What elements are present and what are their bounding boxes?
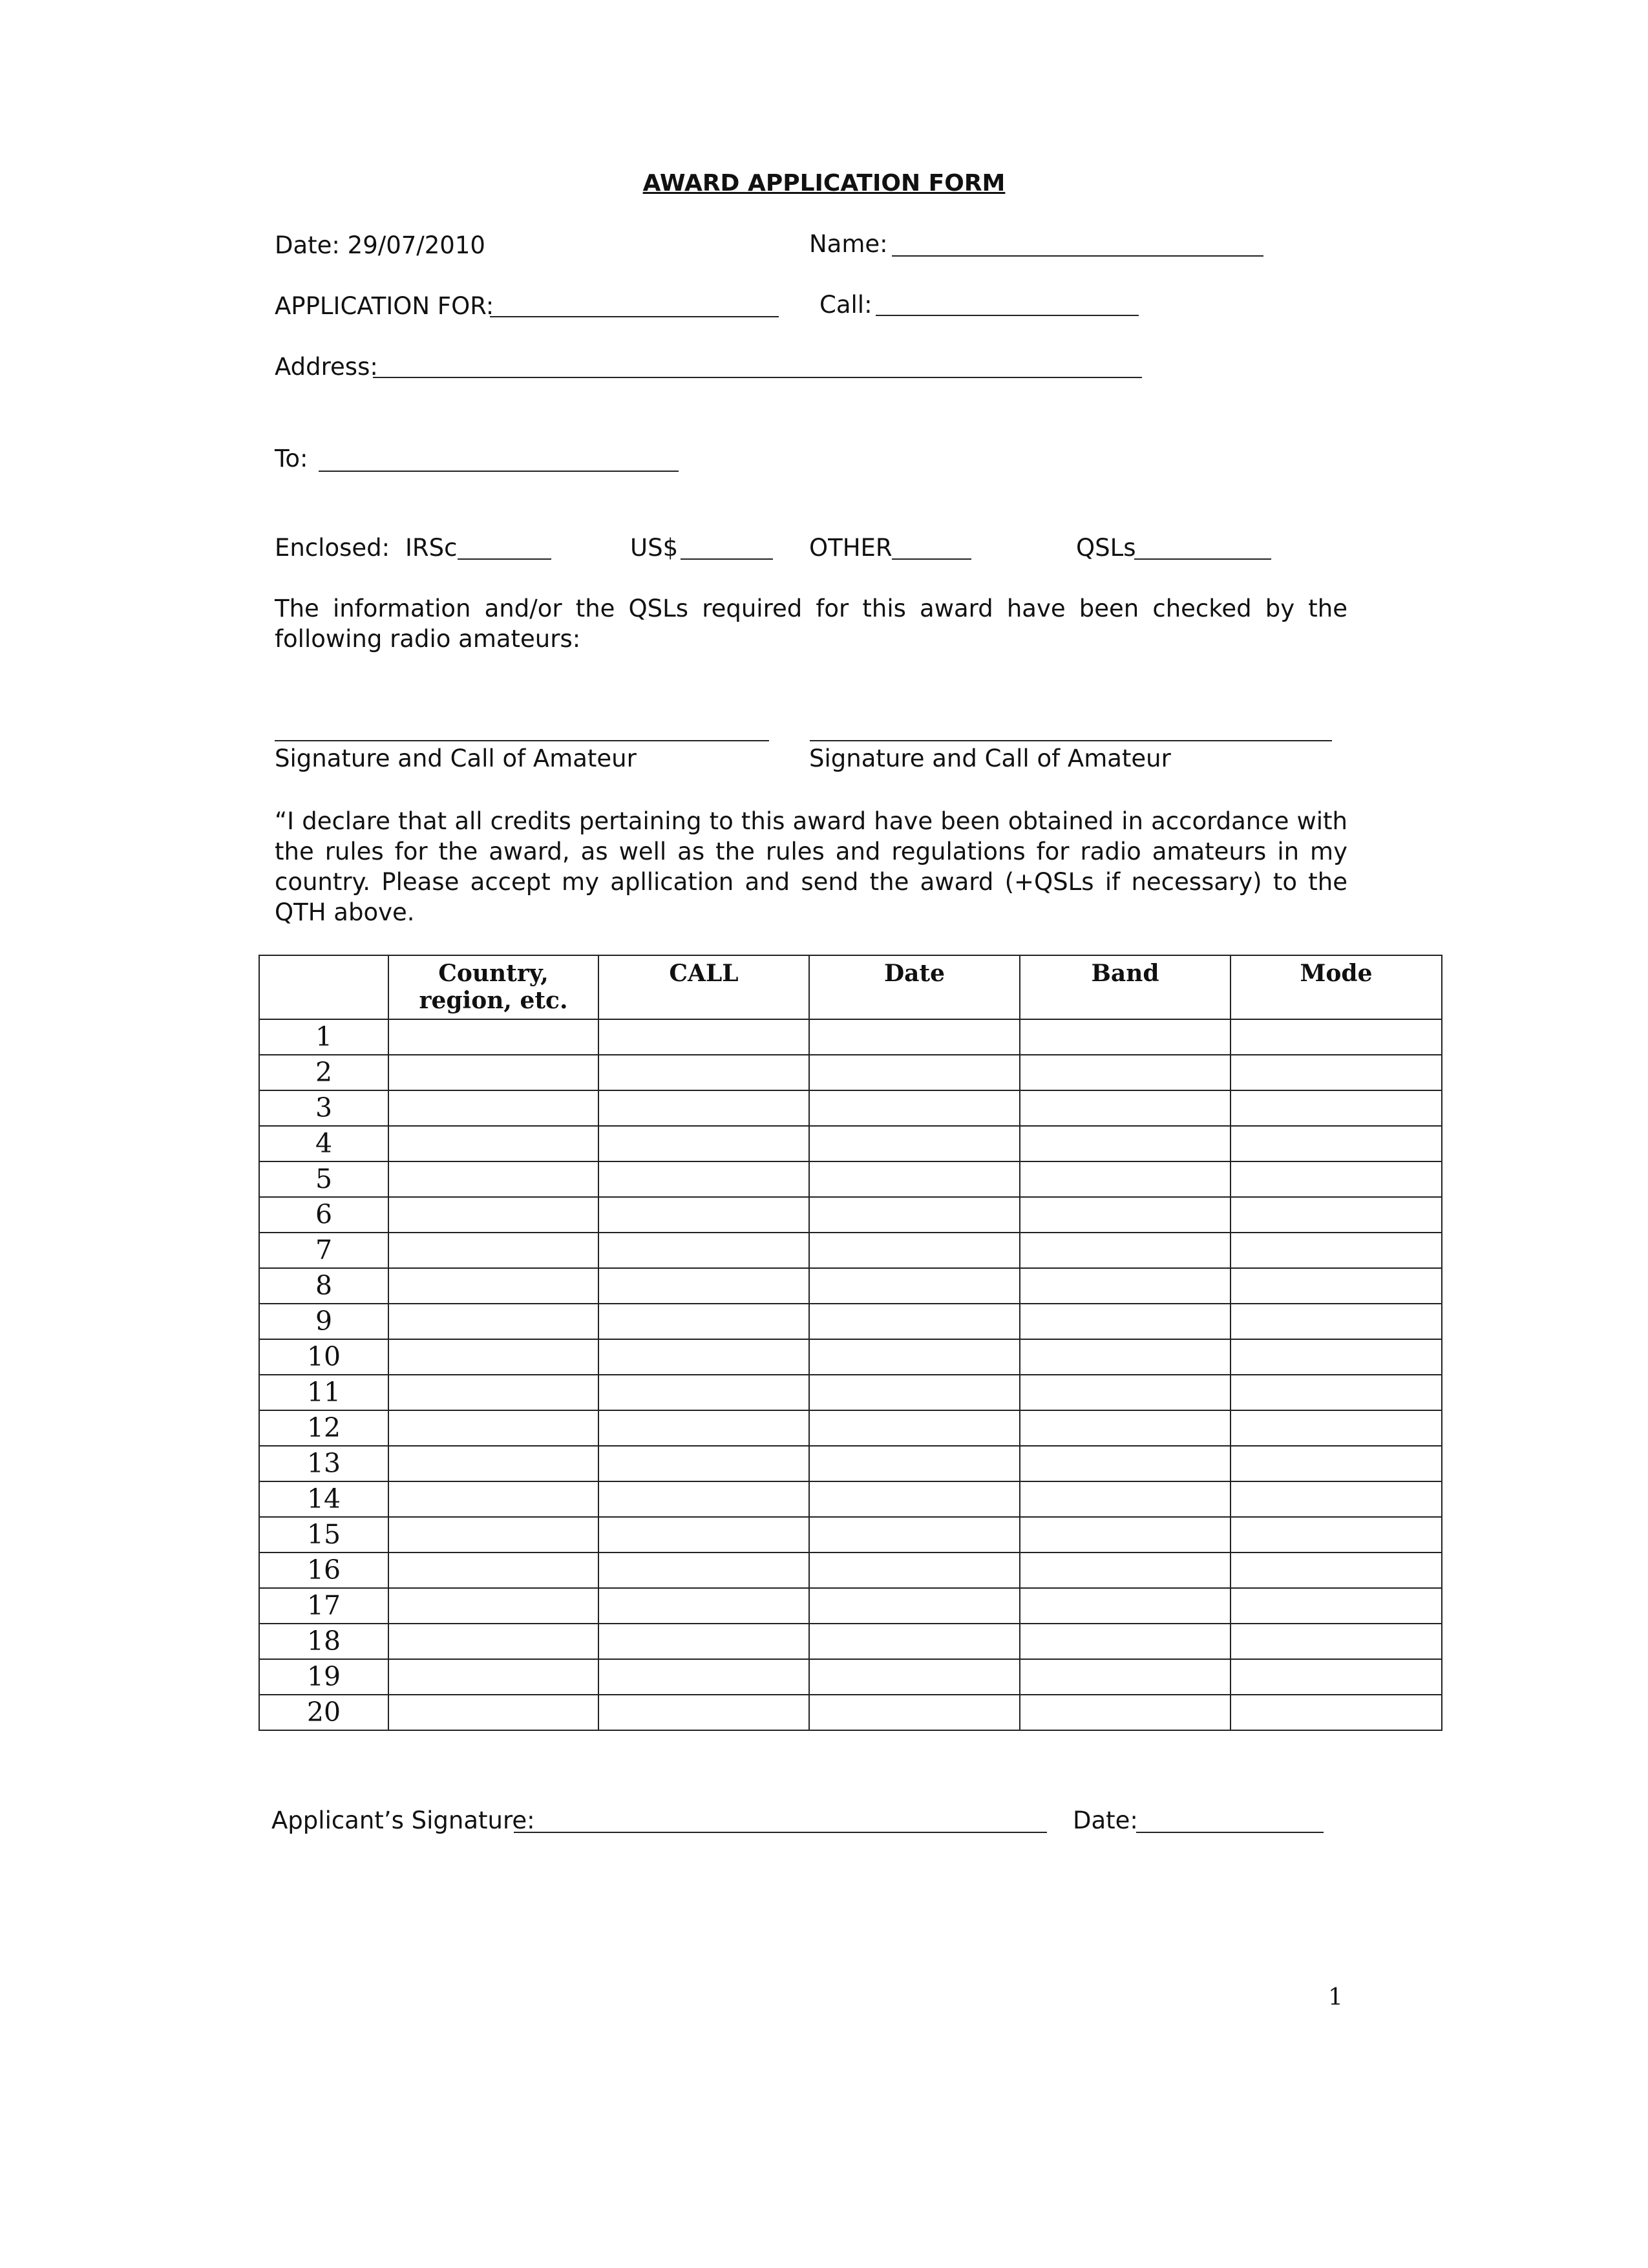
table-row <box>259 1553 1442 1588</box>
country-cell[interactable] <box>388 1233 598 1268</box>
table-row <box>259 1304 1442 1339</box>
row-number: 8 <box>259 1268 388 1304</box>
mode-cell[interactable] <box>1231 1161 1442 1197</box>
signature-line-left[interactable] <box>275 740 769 741</box>
country-cell[interactable] <box>388 1019 598 1055</box>
band-cell[interactable] <box>1020 1268 1231 1304</box>
column-header-band: Band <box>1020 955 1231 1019</box>
to-label: To: <box>275 445 308 472</box>
form-title: AWARD APPLICATION FORM <box>642 170 1006 196</box>
row-number: 14 <box>259 1481 388 1517</box>
country-cell[interactable] <box>388 1197 598 1233</box>
date-cell[interactable] <box>809 1375 1020 1410</box>
date-cell[interactable] <box>809 1090 1020 1126</box>
band-cell[interactable] <box>1020 1197 1231 1233</box>
declaration-paragraph: “I declare that all credits pertaining to this award have been obtained in accordance with the rules for the award, as well as the rules and regulations for radio amateurs in my country. Please accept my apllication and send the award (+QSLs if necessary) to the QTH above. <box>275 807 1347 926</box>
date-label: Date: 29/07/2010 <box>275 231 485 259</box>
call-cell[interactable] <box>598 1339 809 1375</box>
column-header-number <box>259 955 388 1019</box>
table-row <box>259 1446 1442 1481</box>
row-number: 1 <box>259 1019 388 1055</box>
band-cell[interactable] <box>1020 1624 1231 1659</box>
mode-cell[interactable] <box>1231 1126 1442 1161</box>
country-cell[interactable] <box>388 1090 598 1126</box>
row-number: 13 <box>259 1446 388 1481</box>
table-row <box>259 1375 1442 1410</box>
date-cell[interactable] <box>809 1233 1020 1268</box>
band-cell[interactable] <box>1020 1161 1231 1197</box>
qsls-field[interactable] <box>1134 558 1271 560</box>
call-cell[interactable] <box>598 1695 809 1730</box>
band-cell[interactable] <box>1020 1375 1231 1410</box>
mode-cell[interactable] <box>1231 1481 1442 1517</box>
usd-label: US$ <box>630 534 679 562</box>
country-cell[interactable] <box>388 1375 598 1410</box>
mode-cell[interactable] <box>1231 1410 1442 1446</box>
date-cell[interactable] <box>809 1197 1020 1233</box>
column-header-mode: Mode <box>1231 955 1442 1019</box>
date-cell[interactable] <box>809 1624 1020 1659</box>
address-label: Address: <box>275 353 378 381</box>
country-cell[interactable] <box>388 1126 598 1161</box>
row-number: 7 <box>259 1233 388 1268</box>
date-cell[interactable] <box>809 1553 1020 1588</box>
call-cell[interactable] <box>598 1588 809 1624</box>
call-cell[interactable] <box>598 1517 809 1553</box>
band-cell[interactable] <box>1020 1517 1231 1553</box>
band-cell[interactable] <box>1020 1019 1231 1055</box>
table-row <box>259 1410 1442 1446</box>
date-cell[interactable] <box>809 1695 1020 1730</box>
qsls-label: QSLs <box>1076 534 1136 562</box>
mode-cell[interactable] <box>1231 1517 1442 1553</box>
country-cell[interactable] <box>388 1588 598 1624</box>
other-label: OTHER <box>809 534 893 562</box>
band-cell[interactable] <box>1020 1553 1231 1588</box>
mode-cell[interactable] <box>1231 1055 1442 1090</box>
call-cell[interactable] <box>598 1233 809 1268</box>
date-cell[interactable] <box>809 1446 1020 1481</box>
row-number: 3 <box>259 1090 388 1126</box>
call-cell[interactable] <box>598 1268 809 1304</box>
table-row <box>259 1481 1442 1517</box>
band-cell[interactable] <box>1020 1339 1231 1375</box>
footer-date-label: Date: <box>1073 1807 1138 1834</box>
footer-date-field[interactable] <box>1136 1832 1324 1833</box>
table-row <box>259 1268 1442 1304</box>
call-cell[interactable] <box>598 1624 809 1659</box>
mode-cell[interactable] <box>1231 1339 1442 1375</box>
mode-cell[interactable] <box>1231 1019 1442 1055</box>
date-cell[interactable] <box>809 1588 1020 1624</box>
date-cell[interactable] <box>809 1055 1020 1090</box>
call-cell[interactable] <box>598 1161 809 1197</box>
date-cell[interactable] <box>809 1268 1020 1304</box>
signature-caption-right: Signature and Call of Amateur <box>809 745 1171 772</box>
mode-cell[interactable] <box>1231 1233 1442 1268</box>
country-cell[interactable] <box>388 1339 598 1375</box>
row-number: 15 <box>259 1517 388 1553</box>
mode-cell[interactable] <box>1231 1624 1442 1659</box>
irsc-label: IRSc <box>405 534 458 562</box>
row-number: 12 <box>259 1410 388 1446</box>
row-number: 6 <box>259 1197 388 1233</box>
call-cell[interactable] <box>598 1055 809 1090</box>
call-cell[interactable] <box>598 1126 809 1161</box>
table-header-row <box>259 955 1442 1019</box>
country-cell[interactable] <box>388 1695 598 1730</box>
band-cell[interactable] <box>1020 1304 1231 1339</box>
date-cell[interactable] <box>809 1659 1020 1695</box>
country-cell[interactable] <box>388 1161 598 1197</box>
table-row <box>259 1161 1442 1197</box>
call-cell[interactable] <box>598 1090 809 1126</box>
table-row <box>259 1659 1442 1695</box>
row-number: 20 <box>259 1695 388 1730</box>
country-cell[interactable] <box>388 1659 598 1695</box>
row-number: 11 <box>259 1375 388 1410</box>
applicant-signature-label: Applicant’s Signature: <box>271 1807 535 1834</box>
row-number: 17 <box>259 1588 388 1624</box>
table-row <box>259 1233 1442 1268</box>
row-number: 4 <box>259 1126 388 1161</box>
band-cell[interactable] <box>1020 1233 1231 1268</box>
page-number: 1 <box>1328 1984 1343 2011</box>
country-cell[interactable] <box>388 1517 598 1553</box>
row-number: 9 <box>259 1304 388 1339</box>
country-cell[interactable] <box>388 1268 598 1304</box>
application-for-label: APPLICATION FOR: <box>275 292 494 320</box>
country-cell[interactable] <box>388 1553 598 1588</box>
band-cell[interactable] <box>1020 1588 1231 1624</box>
call-cell[interactable] <box>598 1659 809 1695</box>
column-header-date: Date <box>809 955 1020 1019</box>
usd-field[interactable] <box>681 558 773 560</box>
call-cell[interactable] <box>598 1019 809 1055</box>
table-row <box>259 1019 1442 1055</box>
band-cell[interactable] <box>1020 1695 1231 1730</box>
application-for-field[interactable] <box>490 316 779 317</box>
band-cell[interactable] <box>1020 1446 1231 1481</box>
band-cell[interactable] <box>1020 1126 1231 1161</box>
band-cell[interactable] <box>1020 1055 1231 1090</box>
date-cell[interactable] <box>809 1410 1020 1446</box>
date-cell[interactable] <box>809 1517 1020 1553</box>
mode-cell[interactable] <box>1231 1375 1442 1410</box>
country-cell[interactable] <box>388 1055 598 1090</box>
irsc-field[interactable] <box>458 558 551 560</box>
table-row <box>259 1517 1442 1553</box>
row-number: 19 <box>259 1659 388 1695</box>
mode-cell[interactable] <box>1231 1268 1442 1304</box>
mode-cell[interactable] <box>1231 1446 1442 1481</box>
enclosed-label: Enclosed: <box>275 534 390 562</box>
column-header-call: CALL <box>598 955 809 1019</box>
row-number: 5 <box>259 1161 388 1197</box>
call-cell[interactable] <box>598 1375 809 1410</box>
call-field[interactable] <box>876 315 1139 316</box>
band-cell[interactable] <box>1020 1090 1231 1126</box>
table-row <box>259 1090 1442 1126</box>
date-cell[interactable] <box>809 1161 1020 1197</box>
qso-log-table <box>259 955 1442 1731</box>
to-field[interactable] <box>319 471 679 472</box>
country-cell[interactable] <box>388 1446 598 1481</box>
country-cell[interactable] <box>388 1624 598 1659</box>
table-row <box>259 1624 1442 1659</box>
other-field[interactable] <box>892 558 971 560</box>
name-label: Name: <box>809 230 888 258</box>
date-cell[interactable] <box>809 1481 1020 1517</box>
mode-cell[interactable] <box>1231 1197 1442 1233</box>
call-cell[interactable] <box>598 1481 809 1517</box>
name-field[interactable] <box>892 255 1263 257</box>
country-cell[interactable] <box>388 1481 598 1517</box>
table-row <box>259 1695 1442 1730</box>
address-field[interactable] <box>373 377 1142 378</box>
row-number: 2 <box>259 1055 388 1090</box>
table-row <box>259 1197 1442 1233</box>
row-number: 10 <box>259 1339 388 1375</box>
signature-line-right[interactable] <box>810 740 1332 741</box>
table-row <box>259 1126 1442 1161</box>
country-cell[interactable] <box>388 1410 598 1446</box>
band-cell[interactable] <box>1020 1659 1231 1695</box>
country-cell[interactable] <box>388 1304 598 1339</box>
band-cell[interactable] <box>1020 1410 1231 1446</box>
mode-cell[interactable] <box>1231 1553 1442 1588</box>
mode-cell[interactable] <box>1231 1695 1442 1730</box>
column-header-country: Country, region, etc. <box>388 955 598 1019</box>
mode-cell[interactable] <box>1231 1659 1442 1695</box>
table-row <box>259 1588 1442 1624</box>
call-cell[interactable] <box>598 1197 809 1233</box>
mode-cell[interactable] <box>1231 1588 1442 1624</box>
date-cell[interactable] <box>809 1339 1020 1375</box>
call-label: Call: <box>819 291 872 319</box>
mode-cell[interactable] <box>1231 1304 1442 1339</box>
date-cell[interactable] <box>809 1304 1020 1339</box>
call-cell[interactable] <box>598 1410 809 1446</box>
table-row <box>259 1055 1442 1090</box>
call-cell[interactable] <box>598 1446 809 1481</box>
call-cell[interactable] <box>598 1304 809 1339</box>
row-number: 18 <box>259 1624 388 1659</box>
row-number: 16 <box>259 1553 388 1588</box>
date-cell[interactable] <box>809 1126 1020 1161</box>
applicant-signature-field[interactable] <box>514 1832 1047 1833</box>
date-cell[interactable] <box>809 1019 1020 1055</box>
checked-paragraph: The information and/or the QSLs required for this award have been checked by the following radio amateurs: <box>275 595 1347 653</box>
mode-cell[interactable] <box>1231 1090 1442 1126</box>
signature-caption-left: Signature and Call of Amateur <box>275 745 637 772</box>
band-cell[interactable] <box>1020 1481 1231 1517</box>
table-row <box>259 1339 1442 1375</box>
call-cell[interactable] <box>598 1553 809 1588</box>
